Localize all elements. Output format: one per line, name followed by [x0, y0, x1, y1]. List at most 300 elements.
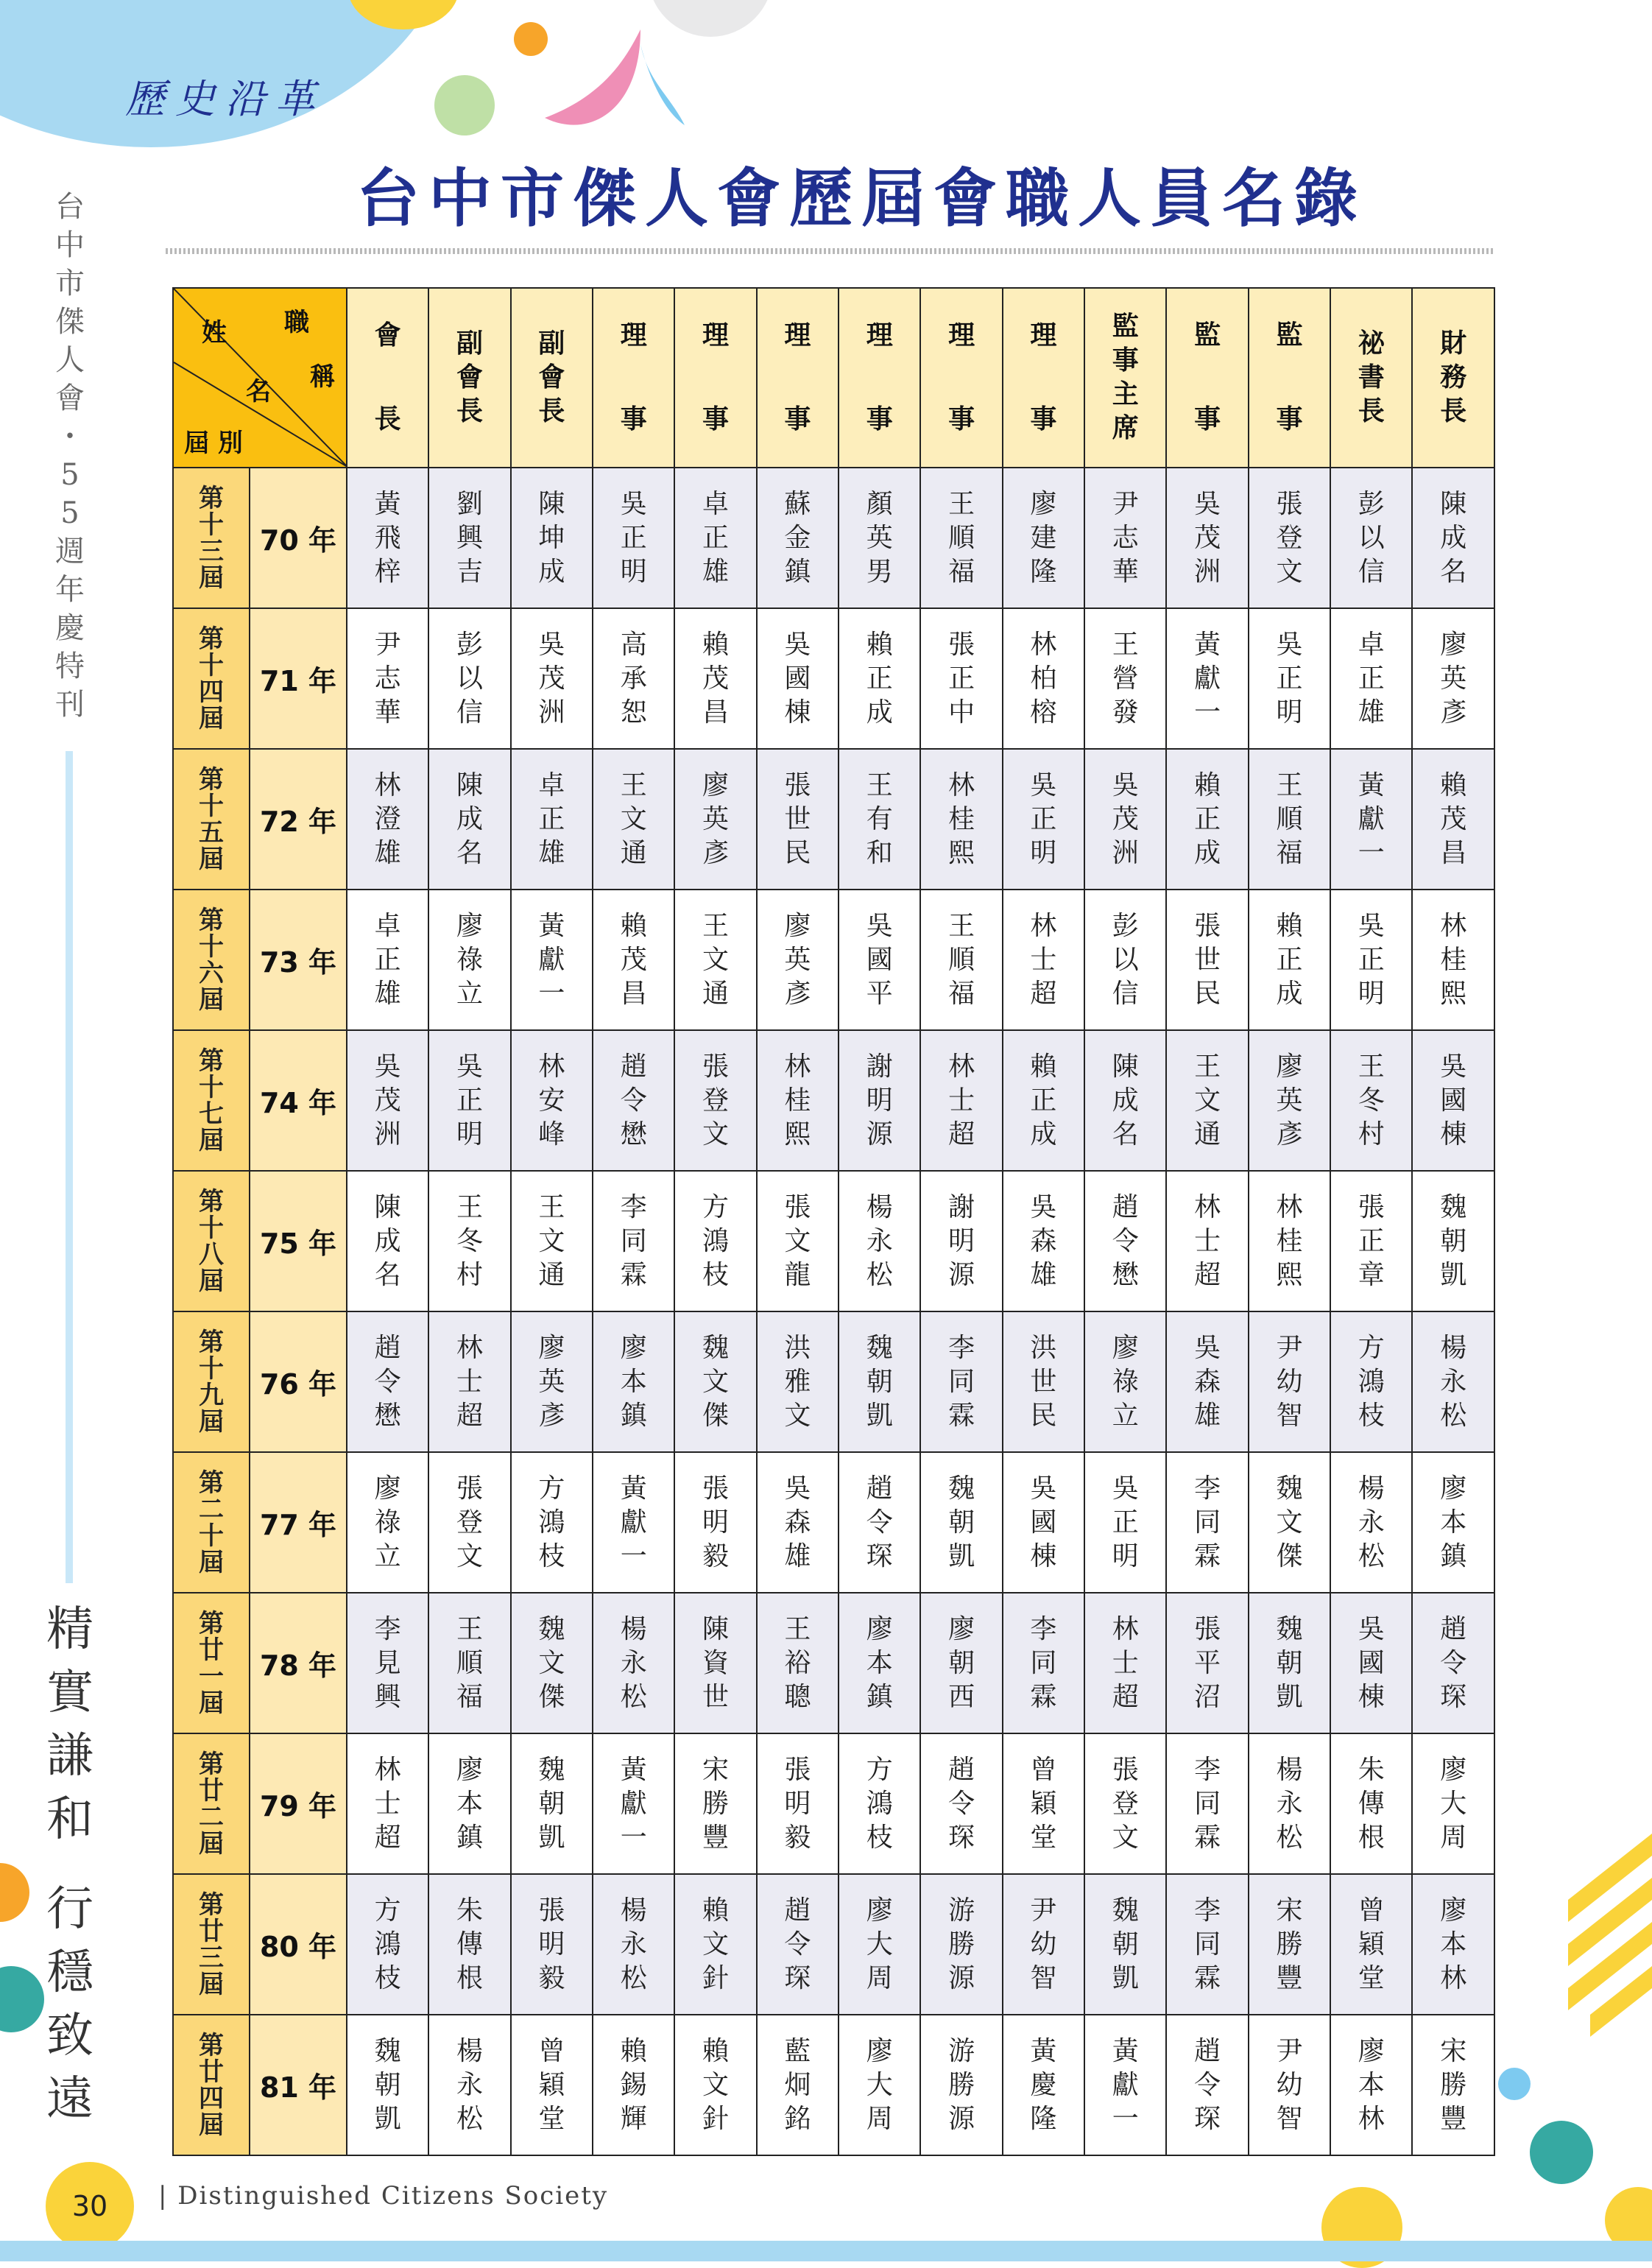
table-body: [173, 468, 1494, 2155]
term-label: 第 十 六 屆: [199, 905, 224, 1015]
column-header-char: 事: [866, 404, 893, 434]
term-cell: [173, 468, 250, 608]
motto-char: 行: [46, 1882, 93, 1937]
officer-name-cell: 顏 英 男: [839, 468, 920, 608]
officer-name-cell: 趙 令 懋: [347, 1311, 428, 1452]
column-header-char: 事: [948, 404, 975, 434]
officer-name-cell: 賴 茂 昌: [1412, 749, 1494, 890]
officer-name-cell: 楊 永 松: [428, 2015, 510, 2155]
officer-name-cell: 黃 獻 一: [1330, 749, 1412, 890]
officer-name-cell: 曾 穎 堂: [1003, 1733, 1084, 1874]
officer-name-cell: 魏 文 傑: [1249, 1452, 1330, 1593]
officer-name-cell: 方 鴻 枝: [347, 1874, 428, 2015]
officer-name-cell: 吳 正 明: [1330, 890, 1412, 1030]
column-header-char: 監: [1276, 320, 1303, 351]
column-header-label: [1003, 319, 1084, 437]
officer-name-cell: 張 登 文: [1084, 1733, 1166, 1874]
officer-name-cell: 趙 令 懋: [1084, 1171, 1166, 1311]
officer-name-cell: 賴 正 成: [1003, 1030, 1084, 1171]
officer-name-cell: 廖 祿 立: [428, 890, 510, 1030]
officer-name-cell: 賴 茂 昌: [593, 890, 674, 1030]
header-corner-cell: [173, 288, 347, 468]
officer-name-cell: 賴 文 針: [674, 1874, 756, 2015]
officer-name-cell: 黃 獻 一: [593, 1733, 674, 1874]
column-header-label: [593, 319, 674, 437]
officer-name-cell: 陳 成 名: [1084, 1030, 1166, 1171]
term-cell: [173, 1030, 250, 1171]
year-cell: 77 年: [250, 1452, 347, 1593]
officer-name-cell: 賴 正 成: [839, 608, 920, 749]
officer-name-cell: 賴 茂 昌: [674, 608, 756, 749]
column-header: [920, 288, 1002, 468]
column-header-label: [1167, 319, 1247, 437]
officer-name-cell: 吳 茂 洲: [511, 608, 593, 749]
motto-char: 穩: [46, 1945, 93, 2000]
officer-name-cell: 趙 令 琛: [920, 1733, 1002, 1874]
term-label: 第 二 十 屆: [199, 1468, 224, 1577]
officer-name-cell: 王 冬 村: [1330, 1030, 1412, 1171]
officer-name-cell: 魏 朝 凱: [1084, 1874, 1166, 2015]
table-row: [173, 1171, 1494, 1311]
officer-name-cell: 吳 森 雄: [757, 1452, 839, 1593]
table-row: [173, 1311, 1494, 1452]
officer-name-cell: 黃 飛 梓: [347, 468, 428, 608]
officer-name-cell: 吳 正 明: [593, 468, 674, 608]
table-row: [173, 468, 1494, 608]
officer-name-cell: 魏 文 傑: [511, 1593, 593, 1733]
officer-name-cell: 王 有 和: [839, 749, 920, 890]
table-row: [173, 1593, 1494, 1733]
officer-name-cell: 廖 英 彥: [1249, 1030, 1330, 1171]
officer-name-cell: 吳 國 棟: [757, 608, 839, 749]
column-header-label: [347, 319, 428, 437]
officer-name-cell: 張 正 中: [920, 608, 1002, 749]
term-cell: [173, 1311, 250, 1452]
officer-name-cell: 王 文 通: [511, 1171, 593, 1311]
motto-char: 謙: [46, 1729, 93, 1783]
year-cell: 75 年: [250, 1171, 347, 1311]
officer-name-cell: 李 同 霖: [1003, 1593, 1084, 1733]
column-header: [1084, 288, 1166, 468]
column-header-char: 理: [948, 320, 975, 351]
officer-name-cell: 王 文 通: [674, 890, 756, 1030]
column-header-label: [512, 319, 592, 437]
side-caption-char: 年: [55, 573, 85, 607]
officer-name-cell: 林 士 超: [1166, 1171, 1248, 1311]
officer-name-cell: 楊 永 松: [1412, 1311, 1494, 1452]
column-header-char: 事: [702, 404, 730, 434]
officer-name-cell: 黃 慶 隆: [1003, 2015, 1084, 2155]
officer-name-cell: 朱 傳 根: [428, 1874, 510, 2015]
officer-name-cell: 吳 國 棟: [1330, 1593, 1412, 1733]
table-row: [173, 1874, 1494, 2015]
term-label: 第 十 七 屆: [199, 1046, 224, 1155]
officer-name-cell: 楊 永 松: [839, 1171, 920, 1311]
officer-name-cell: 王 順 福: [920, 468, 1002, 608]
title-divider: [166, 248, 1494, 254]
officer-name-cell: 尹 幼 智: [1249, 1311, 1330, 1452]
officer-name-cell: 李 見 興: [347, 1593, 428, 1733]
officer-name-cell: 尹 志 華: [1084, 468, 1166, 608]
column-header-char: 理: [620, 320, 647, 351]
officer-name-cell: 彭 以 信: [1084, 890, 1166, 1030]
officer-name-cell: 林 安 峰: [511, 1030, 593, 1171]
side-caption-char: 台: [55, 190, 85, 224]
side-caption-char: 傑: [55, 305, 85, 339]
column-header: [1249, 288, 1330, 468]
column-header-label: [675, 319, 755, 437]
officer-name-cell: 吳 國 平: [839, 890, 920, 1030]
officer-name-cell: 王 營 發: [1084, 608, 1166, 749]
officer-name-cell: 林 桂 熙: [1412, 890, 1494, 1030]
column-header-char: 會: [374, 320, 401, 351]
side-caption-char: 人: [55, 343, 85, 377]
column-header-label: [429, 319, 509, 437]
officer-name-cell: 吳 正 明: [428, 1030, 510, 1171]
column-header-label: [921, 319, 1001, 437]
column-header-char: 事: [1112, 345, 1139, 376]
officer-name-cell: 廖 朝 西: [920, 1593, 1002, 1733]
column-header-char: 長: [456, 396, 484, 426]
officer-name-cell: 藍 炯 銘: [757, 2015, 839, 2155]
side-caption-char: 5: [60, 496, 80, 530]
officer-name-cell: 陳 坤 成: [511, 468, 593, 608]
footer-bar: [0, 2241, 1652, 2261]
officer-name-cell: 吳 國 棟: [1412, 1030, 1494, 1171]
term-cell: [173, 1874, 250, 2015]
officer-name-cell: 高 承 恕: [593, 608, 674, 749]
table-row: [173, 749, 1494, 890]
officer-name-cell: 趙 令 琛: [1166, 2015, 1248, 2155]
column-header: [839, 288, 920, 468]
column-header: [1003, 288, 1084, 468]
decor-dot-blue-right: [1498, 2068, 1531, 2100]
officer-name-cell: 卓 正 雄: [511, 749, 593, 890]
officer-name-cell: 魏 朝 凱: [1249, 1593, 1330, 1733]
year-cell: 80 年: [250, 1874, 347, 2015]
decor-dot-teal-right: [1530, 2121, 1593, 2184]
column-header-label: [1413, 319, 1494, 437]
column-header-char: 監: [1112, 311, 1139, 342]
term-label: 第 十 八 屆: [199, 1186, 224, 1296]
officer-name-cell: 楊 永 松: [1249, 1733, 1330, 1874]
column-header: [757, 288, 839, 468]
column-header-char: 副: [538, 328, 565, 359]
officer-name-cell: 張 明 毅: [511, 1874, 593, 2015]
column-header-char: 事: [1194, 404, 1221, 434]
side-divider: [66, 751, 73, 1583]
page-title: 台中市傑人會歷屆會職人員名錄: [356, 161, 1366, 236]
officer-name-cell: 楊 永 松: [593, 1874, 674, 2015]
side-caption-char: 5: [60, 458, 80, 492]
column-header-char: 事: [1276, 404, 1303, 434]
officer-name-cell: 吳 茂 洲: [1166, 468, 1248, 608]
officer-name-cell: 吳 正 明: [1249, 608, 1330, 749]
page-number: 30: [46, 2162, 134, 2250]
officer-name-cell: 劉 興 吉: [428, 468, 510, 608]
corner-name-label-2: 名: [246, 377, 271, 406]
officer-name-cell: 廖 英 彥: [674, 749, 756, 890]
officer-name-cell: 陳 資 世: [674, 1593, 756, 1733]
officer-name-cell: 廖 本 鎮: [428, 1733, 510, 1874]
officer-name-cell: 李 同 霖: [1166, 1874, 1248, 2015]
term-cell: [173, 608, 250, 749]
term-label: 第 廿 二 屆: [199, 1749, 224, 1859]
officer-name-cell: 廖 祿 立: [347, 1452, 428, 1593]
year-cell: 71 年: [250, 608, 347, 749]
officer-name-cell: 游 勝 源: [920, 1874, 1002, 2015]
motto-char: 遠: [46, 2072, 93, 2127]
motto-gap: [40, 1851, 99, 1878]
officer-name-cell: 吳 茂 洲: [347, 1030, 428, 1171]
officer-name-cell: 宋 勝 豐: [1412, 2015, 1494, 2155]
column-header-label: [839, 319, 919, 437]
footer-text: | Distinguished Citizens Society: [158, 2181, 609, 2211]
officer-name-cell: 廖 大 周: [839, 2015, 920, 2155]
officer-name-cell: 吳 國 棟: [1003, 1452, 1084, 1593]
officer-name-cell: 廖 本 鎮: [593, 1311, 674, 1452]
officer-name-cell: 王 文 通: [593, 749, 674, 890]
officer-name-cell: 方 鴻 枝: [511, 1452, 593, 1593]
year-cell: 76 年: [250, 1311, 347, 1452]
officer-name-cell: 卓 正 雄: [674, 468, 756, 608]
column-header: [593, 288, 674, 468]
officer-name-cell: 廖 英 彥: [1412, 608, 1494, 749]
column-header-char: 主: [1112, 379, 1139, 409]
officer-name-cell: 廖 英 彥: [511, 1311, 593, 1452]
officer-name-cell: 黃 獻 一: [1084, 2015, 1166, 2155]
column-header: [347, 288, 428, 468]
officer-name-cell: 宋 勝 豐: [1249, 1874, 1330, 2015]
officer-name-cell: 楊 永 松: [1330, 1452, 1412, 1593]
column-header-label: [1085, 311, 1165, 443]
table-header-row: [173, 288, 1494, 468]
term-cell: [173, 1733, 250, 1874]
column-header-label: [1249, 319, 1330, 437]
officer-name-cell: 黃 獻 一: [593, 1452, 674, 1593]
officer-name-cell: 廖 建 隆: [1003, 468, 1084, 608]
officer-name-cell: 廖 英 彥: [757, 890, 839, 1030]
year-cell: 79 年: [250, 1733, 347, 1874]
side-caption-char: 會: [55, 381, 85, 415]
column-header-label: [1331, 319, 1411, 437]
term-cell: [173, 1171, 250, 1311]
officer-name-cell: 吳 茂 洲: [1084, 749, 1166, 890]
officer-name-cell: 廖 大 周: [839, 1874, 920, 2015]
officer-name-cell: 廖 本 林: [1330, 2015, 1412, 2155]
officer-name-cell: 林 士 超: [920, 1030, 1002, 1171]
officer-name-cell: 尹 志 華: [347, 608, 428, 749]
officer-name-cell: 林 士 超: [428, 1311, 510, 1452]
officer-name-cell: 李 同 霖: [920, 1311, 1002, 1452]
officer-name-cell: 方 鴻 枝: [1330, 1311, 1412, 1452]
officer-name-cell: 林 士 超: [1084, 1593, 1166, 1733]
motto-char: 實: [46, 1666, 93, 1720]
year-cell: 81 年: [250, 2015, 347, 2155]
officer-name-cell: 張 登 文: [1249, 468, 1330, 608]
officer-name-cell: 吳 正 明: [1084, 1452, 1166, 1593]
officer-name-cell: 趙 令 琛: [757, 1874, 839, 2015]
officer-name-cell: 吳 森 雄: [1003, 1171, 1084, 1311]
column-header-char: 長: [374, 404, 401, 434]
officer-name-cell: 游 勝 源: [920, 2015, 1002, 2155]
officer-name-cell: 張 平 沼: [1166, 1593, 1248, 1733]
officer-name-cell: 林 澄 雄: [347, 749, 428, 890]
officer-name-cell: 林 士 超: [347, 1733, 428, 1874]
column-header-char: 理: [702, 320, 730, 351]
term-label: 第 廿 三 屆: [199, 1890, 224, 1999]
officer-name-cell: 賴 錫 輝: [593, 2015, 674, 2155]
officer-name-cell: 宋 勝 豐: [674, 1733, 756, 1874]
column-header-char: 會: [538, 362, 565, 392]
officer-name-cell: 張 登 文: [428, 1452, 510, 1593]
officer-name-cell: 曾 穎 堂: [511, 2015, 593, 2155]
officer-name-cell: 李 同 霖: [1166, 1452, 1248, 1593]
table-row: [173, 890, 1494, 1030]
officer-name-cell: 王 裕 聰: [757, 1593, 839, 1733]
officer-name-cell: 王 冬 村: [428, 1171, 510, 1311]
table-row: [173, 1030, 1494, 1171]
column-header-char: 副: [456, 328, 484, 359]
column-header-char: 事: [1030, 404, 1057, 434]
officer-name-cell: 魏 文 傑: [674, 1311, 756, 1452]
side-caption-char: 特: [55, 649, 85, 683]
column-header-char: 財: [1440, 328, 1467, 359]
side-caption-char: 慶: [55, 611, 85, 645]
term-label: 第 廿 四 屆: [199, 2030, 224, 2140]
motto-char: 致: [46, 2009, 93, 2063]
term-label: 第 十 五 屆: [199, 764, 224, 874]
officer-name-cell: 廖 本 鎮: [1412, 1452, 1494, 1593]
officer-name-cell: 張 登 文: [674, 1030, 756, 1171]
officer-name-cell: 彭 以 信: [428, 608, 510, 749]
officer-name-cell: 魏 朝 凱: [1412, 1171, 1494, 1311]
officer-name-cell: 陳 成 名: [1412, 468, 1494, 608]
officer-name-cell: 曾 穎 堂: [1330, 1874, 1412, 2015]
table-row: [173, 2015, 1494, 2155]
officer-name-cell: 張 世 民: [1166, 890, 1248, 1030]
column-header-char: 理: [866, 320, 893, 351]
motto: [40, 1598, 99, 2131]
officer-roster-table: [172, 287, 1495, 2156]
officer-name-cell: 魏 朝 凱: [920, 1452, 1002, 1593]
side-caption-char: 中: [55, 228, 85, 262]
officer-name-cell: 黃 獻 一: [1166, 608, 1248, 749]
officer-name-cell: 魏 朝 凱: [511, 1733, 593, 1874]
column-header-char: 書: [1358, 362, 1385, 392]
officer-name-cell: 趙 令 琛: [839, 1452, 920, 1593]
officer-name-cell: 王 順 福: [428, 1593, 510, 1733]
column-header-char: 事: [620, 404, 647, 434]
officer-name-cell: 彭 以 信: [1330, 468, 1412, 608]
year-cell: 72 年: [250, 749, 347, 890]
officer-name-cell: 王 順 福: [1249, 749, 1330, 890]
officer-name-cell: 張 文 龍: [757, 1171, 839, 1311]
column-header-char: 務: [1440, 362, 1467, 392]
officer-name-cell: 方 鴻 枝: [674, 1171, 756, 1311]
column-header-char: 席: [1112, 413, 1139, 443]
term-cell: [173, 2015, 250, 2155]
officer-name-cell: 黃 獻 一: [511, 890, 593, 1030]
column-header: [1330, 288, 1412, 468]
officer-name-cell: 李 同 霖: [593, 1171, 674, 1311]
column-header: [428, 288, 510, 468]
year-cell: 73 年: [250, 890, 347, 1030]
officer-name-cell: 吳 森 雄: [1166, 1311, 1248, 1452]
motto-char: 精: [46, 1602, 93, 1657]
officer-name-cell: 謝 明 源: [920, 1171, 1002, 1311]
table-row: [173, 1733, 1494, 1874]
officer-name-cell: 張 明 毅: [757, 1733, 839, 1874]
officer-name-cell: 張 明 毅: [674, 1452, 756, 1593]
officer-name-cell: 廖 大 周: [1412, 1733, 1494, 1874]
column-header: [1412, 288, 1494, 468]
term-cell: [173, 1452, 250, 1593]
column-header-char: 長: [538, 396, 565, 426]
year-cell: 70 年: [250, 468, 347, 608]
motto-char: 和: [46, 1792, 93, 1847]
officer-name-cell: 林 桂 熙: [920, 749, 1002, 890]
officer-name-cell: 尹 幼 智: [1003, 1874, 1084, 2015]
decor-dot-teal-left: [0, 1966, 44, 2032]
officer-name-cell: 方 鴻 枝: [839, 1733, 920, 1874]
officer-name-cell: 林 桂 熙: [757, 1030, 839, 1171]
table-row: [173, 608, 1494, 749]
officer-name-cell: 林 桂 熙: [1249, 1171, 1330, 1311]
column-header-char: 理: [784, 320, 811, 351]
column-header-char: 長: [1358, 396, 1385, 426]
side-caption-char: ・: [55, 420, 85, 454]
section-label: 歷史沿革: [125, 76, 325, 122]
column-header: [511, 288, 593, 468]
corner-term-label: 屆 別: [184, 429, 243, 458]
side-caption-char: 週: [55, 535, 85, 568]
officer-name-cell: 魏 朝 凱: [839, 1311, 920, 1452]
officer-name-cell: 吳 正 明: [1003, 749, 1084, 890]
officer-name-cell: 王 順 福: [920, 890, 1002, 1030]
officer-name-cell: 洪 雅 文: [757, 1311, 839, 1452]
officer-name-cell: 廖 祿 立: [1084, 1311, 1166, 1452]
term-label: 第 十 四 屆: [199, 624, 224, 733]
officer-name-cell: 陳 成 名: [428, 749, 510, 890]
column-header-char: 長: [1440, 396, 1467, 426]
officer-name-cell: 賴 正 成: [1249, 890, 1330, 1030]
officer-name-cell: 謝 明 源: [839, 1030, 920, 1171]
officer-name-cell: 魏 朝 凱: [347, 2015, 428, 2155]
column-header: [674, 288, 756, 468]
term-cell: [173, 749, 250, 890]
column-header-char: 監: [1194, 320, 1221, 351]
term-cell: [173, 890, 250, 1030]
year-cell: 78 年: [250, 1593, 347, 1733]
decor-dot-green-top: [434, 75, 495, 135]
officer-name-cell: 洪 世 民: [1003, 1311, 1084, 1452]
term-label: 第 十 三 屆: [199, 483, 224, 593]
decor-stripes: [1568, 1834, 1652, 2054]
side-caption-char: 市: [55, 267, 85, 300]
column-header: [1166, 288, 1248, 468]
officer-name-cell: 卓 正 雄: [347, 890, 428, 1030]
term-cell: [173, 1593, 250, 1733]
corner-post-label-1: 職: [284, 308, 309, 337]
decor-dot-orange-right: [0, 1863, 29, 1922]
officer-name-cell: 趙 令 懋: [593, 1030, 674, 1171]
decor-petals: [537, 29, 707, 140]
corner-post-label-2: 稱: [310, 362, 335, 392]
officer-name-cell: 陳 成 名: [347, 1171, 428, 1311]
term-label: 第 廿 一 屆: [199, 1608, 224, 1718]
officer-name-cell: 廖 本 林: [1412, 1874, 1494, 2015]
